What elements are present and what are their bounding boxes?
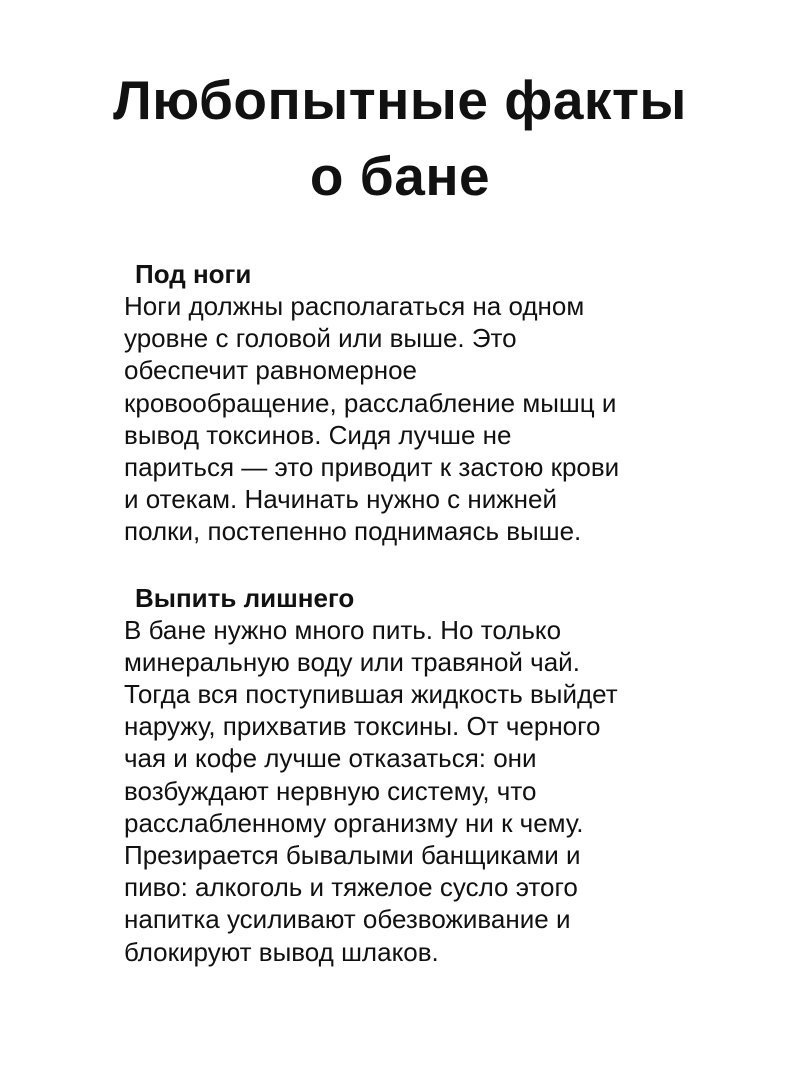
paragraph-line: В бане нужно много пить. Но только [124,614,562,645]
paragraph-line: минеральную воду или травяной чай. [124,646,580,677]
paragraph-line: блокируют вывод шлаков. [124,936,439,967]
paragraph-line: чая и кофе лучше отказаться: они [124,743,537,774]
section-heading: Под ноги [135,259,252,289]
slide-title-line: о бане [309,145,491,207]
paragraph-line: наружу, прихватив токсины. От черного [124,711,601,742]
section-drinking [124,582,774,968]
paragraph-line: пиво: алкоголь и тяжелое сусло этого [124,872,578,903]
paragraph-line: Ноги должны располагаться на одном [124,291,585,321]
section-feet [124,258,774,548]
paragraph-line: Презирается бывалыми банщиками и [124,840,581,871]
paragraph-line: уровне с головой или выше. Это [124,323,517,354]
paragraph-line: кровообращение, расслабление мышц и [124,387,617,418]
paragraph-line: возбуждают нервную систему, что [124,775,537,806]
slide-body [124,258,774,968]
paragraph-line: Тогда вся поступившая жидкость выйдет [124,679,618,710]
paragraph-line: полки, постепенно поднимаясь выше. [124,516,582,547]
paragraph-line: вывод токсинов. Сидя лучше не [124,419,512,450]
paragraph-line: расслабленному организму ни к чему. [124,807,584,838]
paragraph-line: и отекам. Начинать нужно с нижней [124,484,558,515]
paragraph-line: напитка усиливают обезвоживание и [124,904,571,935]
paragraph-line: обеспечит равномерное [124,355,418,386]
slide-title-line: Любопытные факты [113,69,687,131]
paragraph-line: париться — это приводит к застою крови [124,452,620,483]
slide-title [30,62,770,214]
section-heading: Выпить лишнего [135,582,355,613]
